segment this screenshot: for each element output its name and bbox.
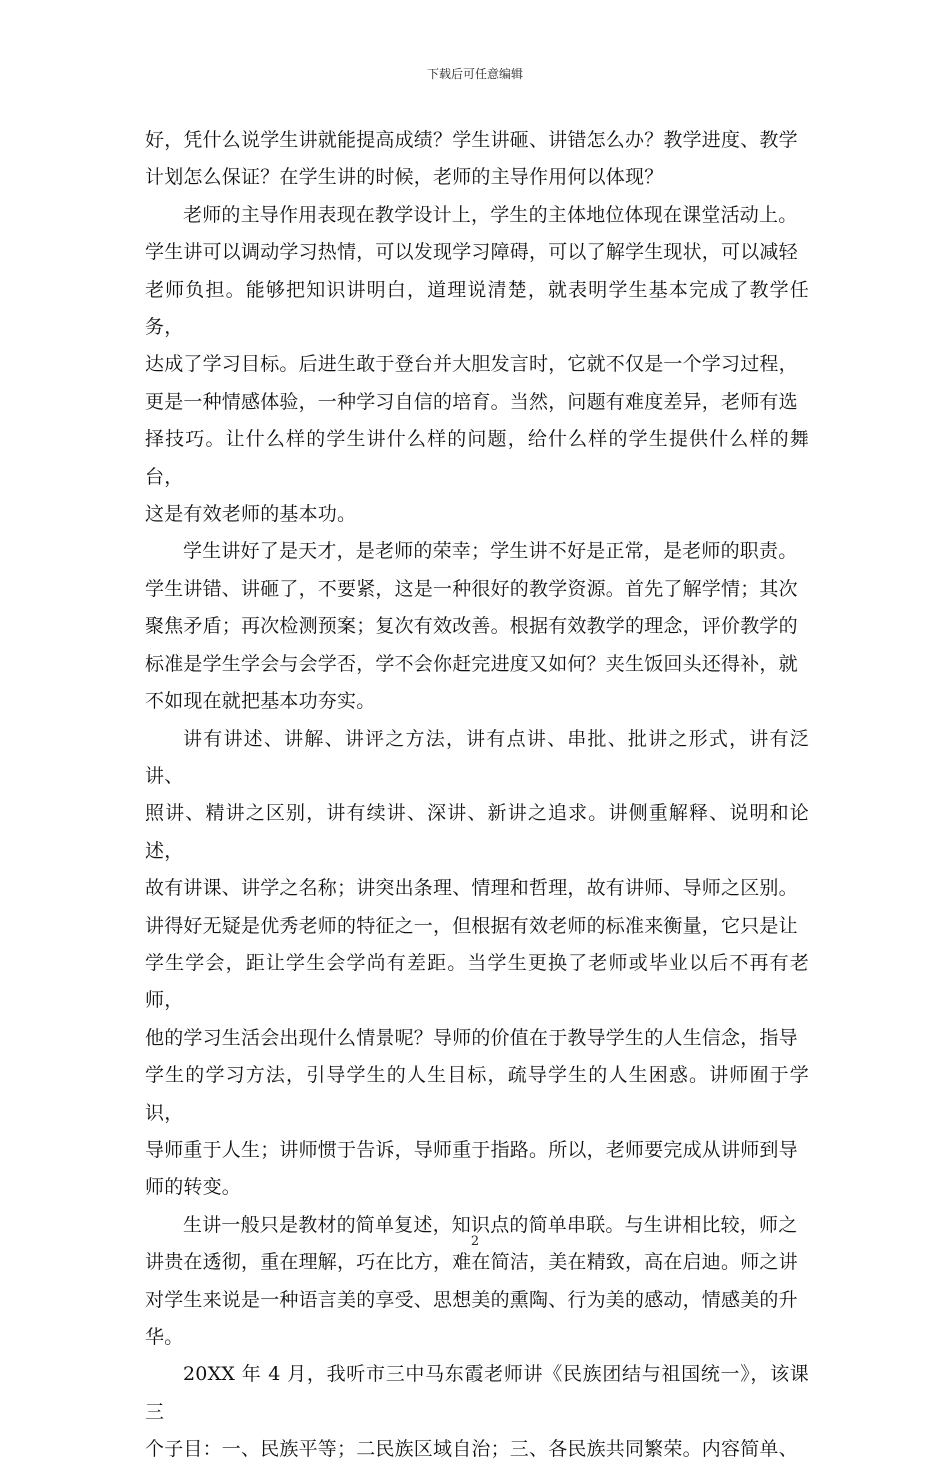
text-line: 学生讲好了是天才，是老师的荣幸；学生讲不好是正常，是老师的职责。 <box>183 540 798 563</box>
text-line: 对学生来说是一种语言美的享受、思想美的熏陶、行为美的感动，情感美的升 <box>145 1288 798 1311</box>
text-line: 不如现在就把基本功夯实。 <box>145 690 376 713</box>
paragraph-2 <box>145 197 809 534</box>
paragraph-1 <box>145 122 809 197</box>
text-line: 生讲一般只是教材的简单复述，知识点的简单串联。与生讲相比较，师之 <box>183 1213 798 1236</box>
text-line: 老师的主导作用表现在教学设计上，学生的主体地位体现在课堂活动上。 <box>183 203 798 226</box>
text-line: 导师重于人生；讲师惯于告诉，导师重于指路。所以，老师要完成从讲师到导 <box>145 1138 798 1161</box>
text-line: 计划怎么保证？在学生讲的时候，老师的主导作用何以体现？ <box>145 166 664 189</box>
text-line: 学生讲错、讲砸了，不要紧，这是一种很好的教学资源。首先了解学情；其次 <box>145 577 798 600</box>
text-line: 这是有效老师的基本功。 <box>145 503 357 526</box>
paragraph-4 <box>145 721 809 1207</box>
text-line: 好，凭什么说学生讲就能提高成绩？学生讲砸、讲错怎么办？教学进度、教学 <box>145 129 798 151</box>
text-line: 达成了学习目标。后进生敢于登台并大胆发言时，它就不仅是一个学习过程， <box>145 353 798 376</box>
text-line: 标准是学生学会与会学否，学不会你赶完进度又如何？夹生饭回头还得补，就 <box>145 652 798 675</box>
text-line: 聚焦矛盾；再次检测预案；复次有效改善。根据有效教学的理念，评价教学的 <box>145 615 798 638</box>
text-line: 更是一种情感体验，一种学习自信的培育。当然，问题有难度差异，老师有选 <box>145 390 798 413</box>
document-body <box>145 122 809 1469</box>
paragraph-6 <box>145 1356 809 1468</box>
text-line: 择技巧。让什么样的学生讲什么样的问题，给什么样的学生提供什么样的舞台， <box>145 428 809 488</box>
text-line: 讲有讲述、讲解、讲评之方法，讲有点讲、串批、批讲之形式，讲有泛讲、 <box>145 727 809 787</box>
text-line: 华。 <box>145 1326 184 1348</box>
text-line: 个子目：一、民族平等；二民族区域自治；三、各民族共同繁荣。内容简单、 <box>145 1438 798 1461</box>
text-line: 他的学习生活会出现什么情景呢？导师的价值在于教导学生的人生信念，指导 <box>145 1026 798 1049</box>
paragraph-3 <box>145 533 809 720</box>
text-line: 照讲、精讲之区别，讲有续讲、深讲、新讲之追求。讲侧重解释、说明和论述， <box>145 802 809 862</box>
text-line: 师的转变。 <box>145 1176 242 1199</box>
text-line: 讲得好无疑是优秀老师的特征之一，但根据有效老师的标准来衡量，它只是让 <box>145 914 798 937</box>
text-line: 学生讲可以调动学习热情，可以发现学习障碍，可以了解学生现状，可以减轻 <box>145 241 798 264</box>
text-line: 学生的学习方法，引导学生的人生目标，疏导学生的人生困惑。讲师囿于学识， <box>145 1064 809 1124</box>
page-header-note: 下载后可任意编辑 <box>426 67 523 81</box>
page-number: 2 <box>470 1234 480 1249</box>
text-line: 老师负担。能够把知识讲明白，道理说清楚，就表明学生基本完成了教学任务， <box>145 278 809 339</box>
text-line: 讲贵在透彻，重在理解，巧在比方，难在简洁，美在精致，高在启迪。师之讲 <box>145 1251 798 1274</box>
text-line: 学生学会，距让学生会学尚有差距。当学生更换了老师或毕业以后不再有老师， <box>145 951 809 1012</box>
text-line: 故有讲课、讲学之名称；讲突出条理、情理和哲理，故有讲师、导师之区别。 <box>145 877 798 900</box>
text-line: 20XX 年 4 月，我听市三中马东霞老师讲《民族团结与祖国统一》，该课三 <box>145 1363 809 1423</box>
paragraph-5 <box>145 1207 809 1357</box>
